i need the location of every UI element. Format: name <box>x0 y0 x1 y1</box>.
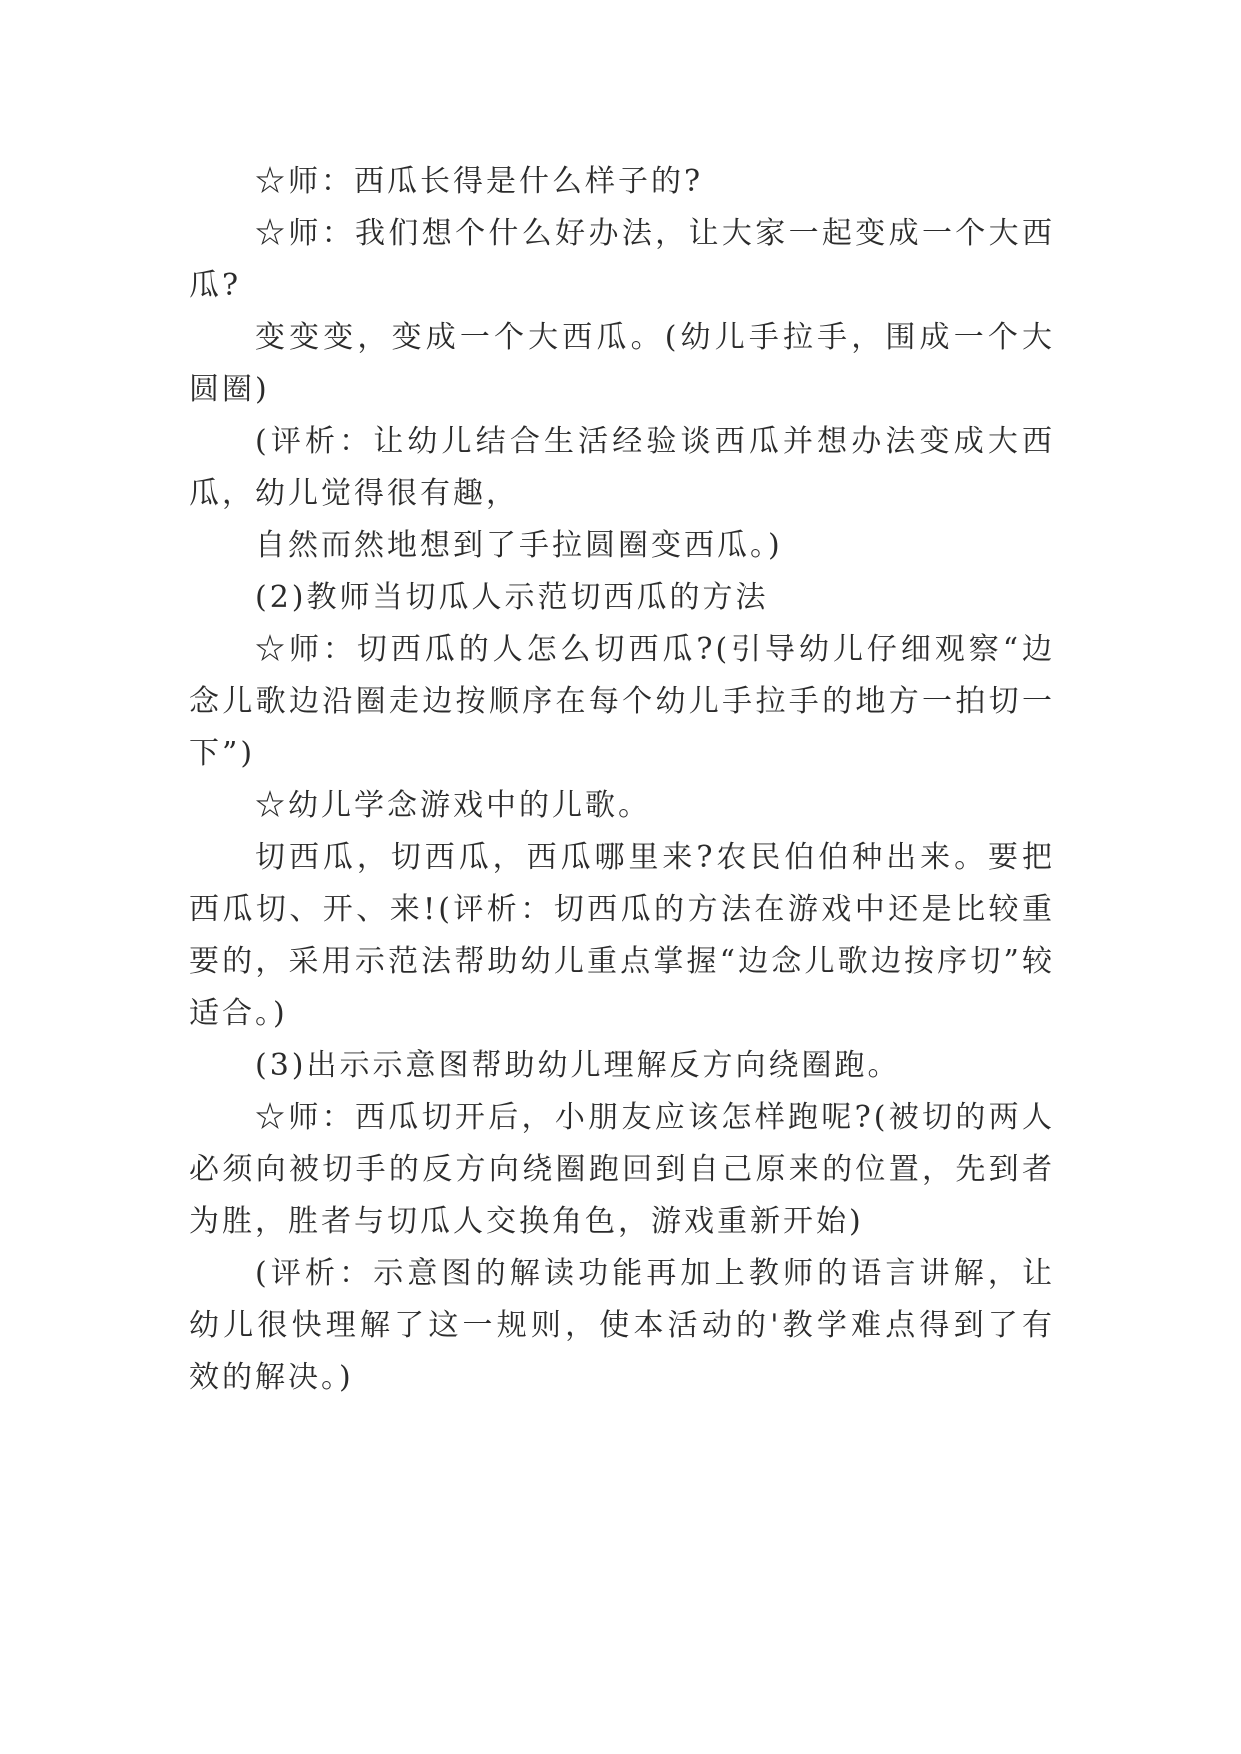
paragraph-step-3: (3)出示示意图帮助幼儿理解反方向绕圈跑。 <box>255 1048 901 1083</box>
paragraph-rhyme-analysis: 切西瓜，切西瓜，西瓜哪里来?农民伯伯种出来。要把西瓜切、开、来!(评析：切西瓜的方法在游戏中还是比较重要的，采用示范法帮助幼儿重点掌握“边念儿歌边按序切”较适合。) <box>189 840 1055 1031</box>
paragraph-question-method: ☆师：我们想个什么好办法，让大家一起变成一个大西瓜? <box>189 216 1055 303</box>
paragraph-analysis-final: (评析：示意图的解读功能再加上教师的语言讲解，让幼儿很快理解了这一规则，使本活动的'教学难点得到了有效的解决。) <box>189 1256 1055 1395</box>
paragraph-step-2: (2)教师当切瓜人示范切西瓜的方法 <box>255 580 769 615</box>
paragraph-question-cutting: ☆师：切西瓜的人怎么切西瓜?(引导幼儿仔细观察“边念儿歌边沿圈走边按顺序在每个幼儿手拉手的地方一拍切一下”) <box>189 632 1055 771</box>
paragraph-transform: 变变变，变成一个大西瓜。(幼儿手拉手，围成一个大圆圈) <box>189 320 1055 407</box>
paragraph-question-shape: ☆师：西瓜长得是什么样子的? <box>255 164 704 199</box>
paragraph-question-running: ☆师：西瓜切开后，小朋友应该怎样跑呢?(被切的两人必须向被切手的反方向绕圈跑回到自己原来的位置，先到者为胜，胜者与切瓜人交换角色，游戏重新开始) <box>189 1100 1055 1239</box>
paragraph-analysis-1: (评析：让幼儿结合生活经验谈西瓜并想办法变成大西瓜，幼儿觉得很有趣， <box>189 424 1055 511</box>
document-body <box>189 156 1055 1404</box>
paragraph-learn-rhyme: ☆幼儿学念游戏中的儿歌。 <box>255 788 651 823</box>
paragraph-analysis-1-cont: 自然而然地想到了手拉圆圈变西瓜。) <box>255 528 783 563</box>
